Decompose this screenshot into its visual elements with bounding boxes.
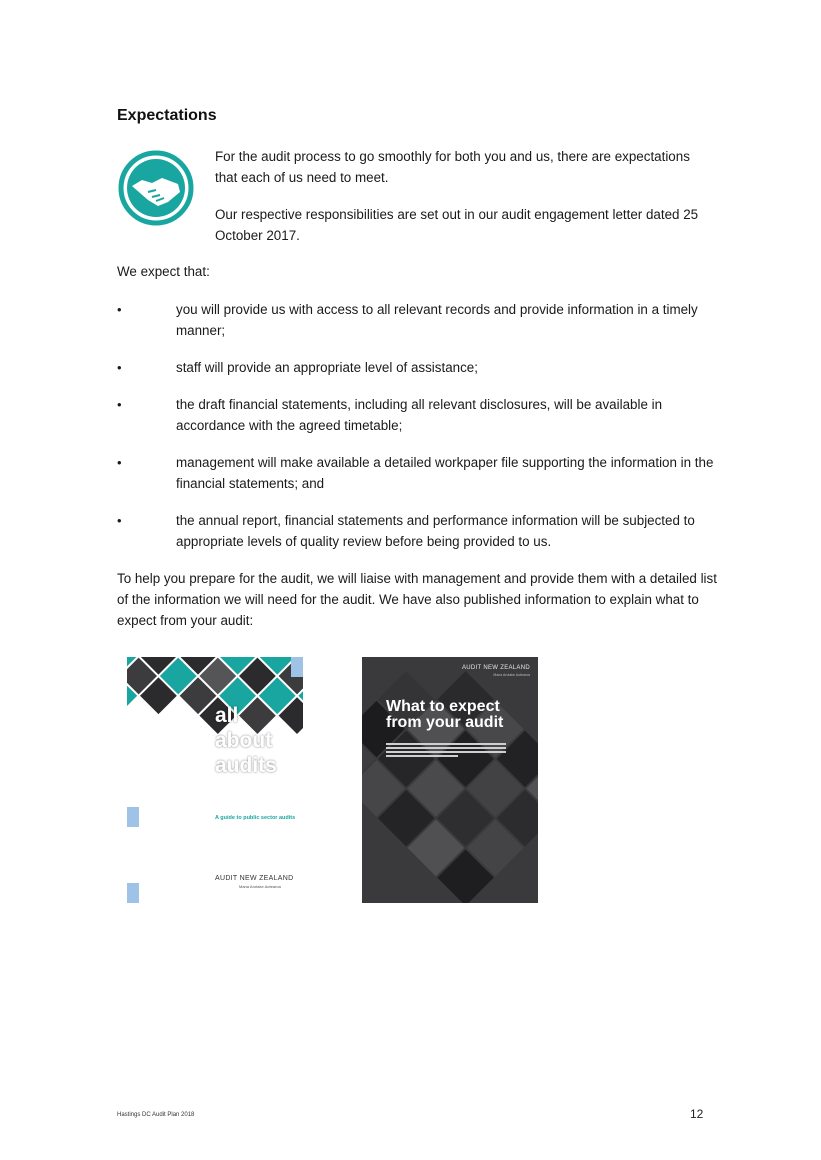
brand-tagline: Mana Arotake Aotearoa [239, 884, 281, 889]
section-heading: Expectations [117, 107, 217, 124]
brand-logo: AUDIT NEW ZEALAND [215, 875, 294, 882]
list-item: • staff will provide an appropriate level of assistance; [117, 357, 717, 378]
intro-paragraph-1: For the audit process to go smoothly for both you and us, there are expectations that each of us need to meet. [215, 149, 690, 185]
cover-title: What to expect from your audit [386, 698, 504, 731]
closing-paragraph: To help you prepare for the audit, we will liaise with management and provide them with a detailed list of the information we will need for the audit. We have also published information to explain what to expect from your audit: [117, 571, 717, 628]
all-about-audits-cover [127, 657, 303, 903]
footer-document-title: Hastings DC Audit Plan 2018 [117, 1112, 195, 1118]
expect-label: We expect that: [117, 264, 210, 279]
what-to-expect-cover [362, 657, 538, 903]
cover-subtitle: A guide to public sector audits [215, 815, 296, 821]
bullet-marker: • [117, 397, 122, 412]
expectations-list [117, 299, 717, 568]
list-item: • the annual report, financial statements and performance information will be subjected to appropriate levels of quality review before being provided to us. [117, 510, 717, 552]
bullet-marker: • [117, 513, 122, 528]
intro-paragraph-2: Our respective responsibilities are set out in our audit engagement letter dated 25 October 2017. [215, 207, 699, 243]
cover-pattern [127, 657, 303, 903]
handshake-icon [118, 150, 194, 226]
cover-title: all about audits [215, 704, 277, 777]
brand-logo: AUDIT NEW ZEALAND [462, 665, 530, 671]
page-number: 12 [690, 1107, 704, 1121]
list-item: • you will provide us with access to all relevant records and provide information in a timely manner; [117, 299, 717, 341]
bullet-marker: • [117, 302, 122, 317]
bullet-marker: • [117, 360, 122, 375]
list-item: • the draft financial statements, including all relevant disclosures, will be available in accordance with the agreed timetable; [117, 394, 717, 436]
cover-blurb-lines [386, 743, 506, 759]
brand-tagline: Mana Arotake Aotearoa [493, 673, 530, 677]
list-item: • management will make available a detailed workpaper file supporting the information in the financial statements; and [117, 452, 717, 494]
bullet-marker: • [117, 455, 122, 470]
cover-pattern [362, 657, 538, 903]
